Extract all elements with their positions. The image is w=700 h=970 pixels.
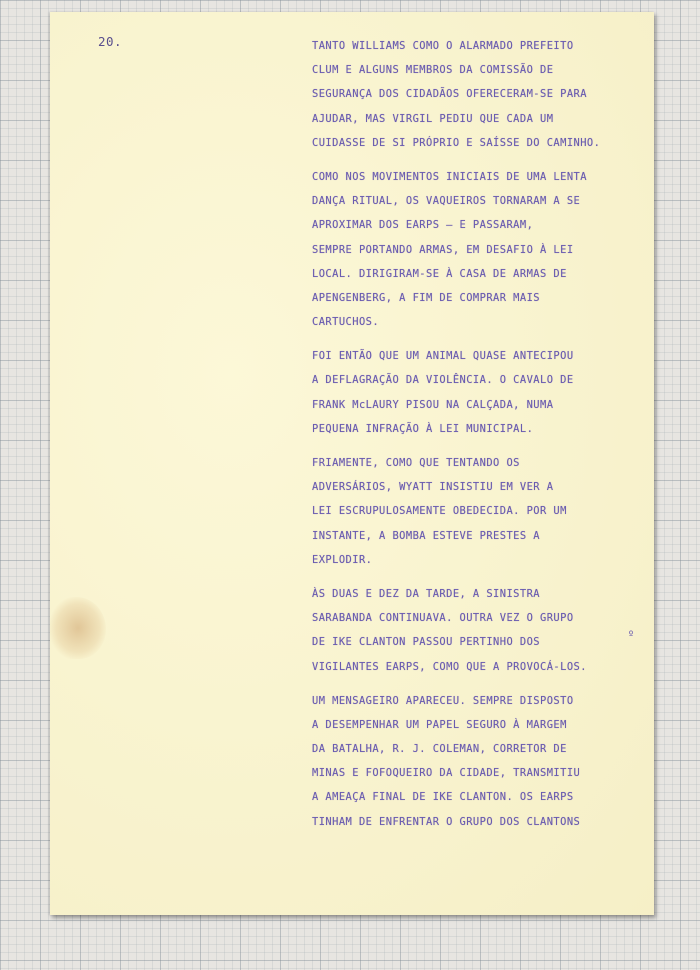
text-line: LOCAL. DIRIGIRAM-SE À CASA DE ARMAS DE [312, 267, 567, 280]
paragraph [312, 344, 642, 441]
text-line: FRANK McLAURY PISOU NA CALÇADA, NUMA [312, 398, 554, 411]
margin-mark: º [628, 630, 635, 641]
text-line: PEQUENA INFRAÇÃO À LEI MUNICIPAL. [312, 422, 534, 435]
paragraph [312, 165, 642, 334]
paragraph [312, 34, 642, 155]
text-line: MINAS E FOFOQUEIRO DA CIDADE, TRANSMITIU [312, 767, 581, 780]
text-line: TINHAM DE ENFRENTAR O GRUPO DOS CLANTONS [312, 815, 581, 828]
text-line: SEGURANÇA DOS CIDADÃOS OFERECERAM-SE PARA [312, 88, 587, 101]
text-line: CARTUCHOS. [312, 316, 380, 329]
text-line: CLUM E ALGUNS MEMBROS DA COMISSÃO DE [312, 64, 554, 77]
text-line: DE IKE CLANTON PASSOU PERTINHO DOS [312, 636, 540, 649]
text-line: SARABANDA CONTINUAVA. OUTRA VEZ O GRUPO [312, 612, 574, 625]
text-line: LEI ESCRUPULOSAMENTE OBEDECIDA. POR UM [312, 505, 567, 518]
text-line: DA BATALHA, R. J. COLEMAN, CORRETOR DE [312, 743, 567, 756]
text-line: CUIDASSE DE SI PRÓPRIO E SAÍSSE DO CAMINHO. [312, 136, 601, 149]
text-line: A DESEMPENHAR UM PAPEL SEGURO À MARGEM [312, 718, 567, 731]
text-line: SEMPRE PORTANDO ARMAS, EM DESAFIO À LEI [312, 243, 574, 256]
text-line: A DEFLAGRAÇÃO DA VIOLÊNCIA. O CAVALO DE [312, 374, 574, 387]
page-body [312, 34, 642, 844]
text-line: TANTO WILLIAMS COMO O ALARMADO PREFEITO [312, 40, 574, 52]
paragraph [312, 451, 642, 572]
text-line: FRIAMENTE, COMO QUE TENTANDO OS [312, 457, 520, 469]
text-line: EXPLODIR. [312, 553, 373, 566]
paragraph [312, 582, 642, 679]
text-line: FOI ENTÃO QUE UM ANIMAL QUASE ANTECIPOU [312, 350, 574, 363]
paragraph [312, 689, 642, 834]
text-line: APROXIMAR DOS EARPS — E PASSARAM, [312, 219, 534, 232]
text-line: INSTANTE, A BOMBA ESTEVE PRESTES A [312, 529, 540, 542]
text-line: DANÇA RITUAL, OS VAQUEIROS TORNARAM A SE [312, 195, 581, 208]
text-line: COMO NOS MOVIMENTOS INICIAIS DE UMA LENTA [312, 170, 587, 183]
text-line: ÀS DUAS E DEZ DA TARDE, A SINISTRA [312, 587, 540, 600]
typewritten-page [50, 12, 654, 915]
text-line: UM MENSAGEIRO APARECEU. SEMPRE DISPOSTO [312, 694, 574, 707]
text-line: APENGENBERG, A FIM DE COMPRAR MAIS [312, 291, 540, 304]
text-line: A AMEAÇA FINAL DE IKE CLANTON. OS EARPS [312, 791, 574, 804]
text-line: VIGILANTES EARPS, COMO QUE A PROVOCÁ-LOS. [312, 660, 587, 673]
text-line: ADVERSÁRIOS, WYATT INSISTIU EM VER A [312, 481, 554, 494]
page-number: 20. [98, 34, 123, 49]
text-line: AJUDAR, MAS VIRGIL PEDIU QUE CADA UM [312, 112, 554, 125]
paper-stain [50, 597, 106, 659]
